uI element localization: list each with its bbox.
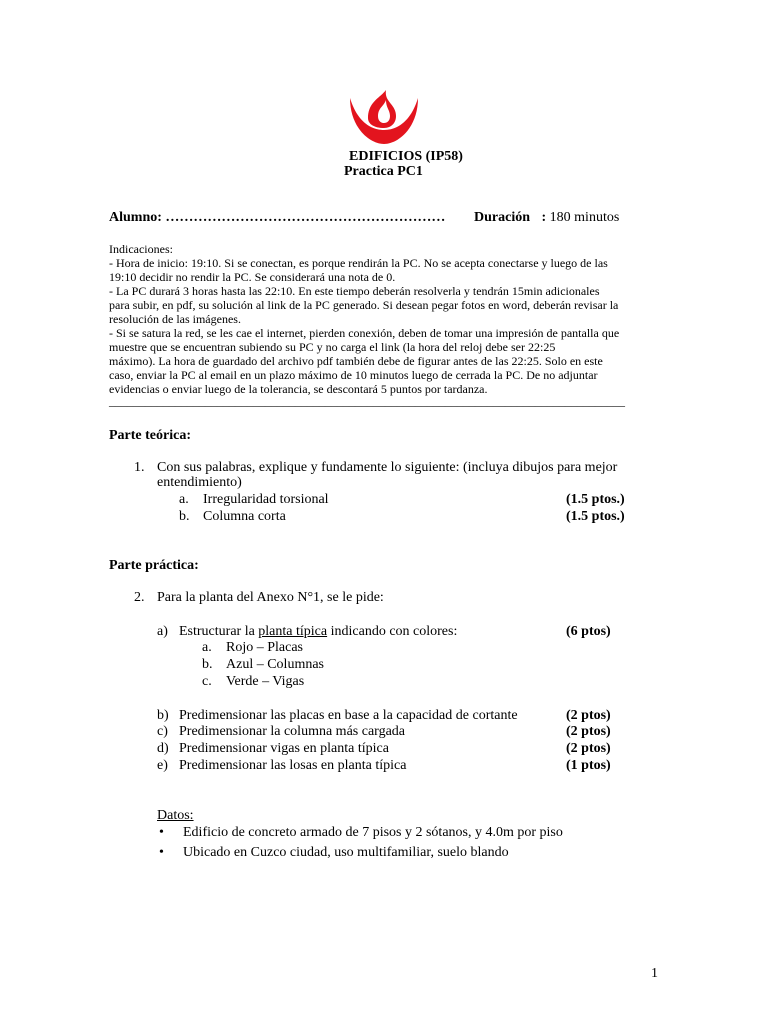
task-points: (2 ptos): [566, 724, 611, 739]
instruction-line: máximo). La hora de guardado del archivo pdf también debe de figurar antes de las 22:25. Solo en este: [109, 354, 603, 368]
duration-label: Duración: [474, 210, 530, 225]
data-heading: Datos:: [157, 808, 194, 823]
bullet-icon: •: [159, 845, 164, 860]
task-a-letter: a): [157, 624, 168, 639]
document-title: EDIFICIOS (IP58): [349, 149, 463, 164]
duration-field: [474, 210, 619, 226]
theory-item-letter: a.: [179, 492, 189, 507]
task-letter: c): [157, 724, 168, 739]
instruction-line: - Si se satura la red, se les cae el internet, pierden conexión, deben de tomar una impresión de pantalla que: [109, 326, 620, 340]
duration-value: 180 minutos: [549, 210, 620, 225]
question-1-text-cont: entendimiento): [157, 475, 242, 490]
theory-item-text: Columna corta: [203, 509, 286, 524]
question-2-number: 2.: [134, 590, 145, 605]
instruction-line: resolución de las imágenes.: [109, 312, 241, 326]
task-points: (2 ptos): [566, 741, 611, 756]
document-subtitle: Practica PC1: [344, 164, 423, 179]
task-a-underlined: planta típica: [258, 624, 328, 639]
task-a-post: indicando con colores:: [327, 624, 458, 639]
instructions-heading: Indicaciones:: [109, 242, 173, 256]
task-points: (2 ptos): [566, 708, 611, 723]
color-item-text: Verde – Vigas: [226, 674, 305, 689]
color-item-letter: b.: [202, 657, 213, 672]
question-2-text: Para la planta del Anexo N°1, se le pide:: [157, 590, 384, 605]
color-item-letter: a.: [202, 640, 212, 655]
task-text: Predimensionar las placas en base a la capacidad de cortante: [179, 708, 518, 723]
task-points: (1 ptos): [566, 758, 611, 773]
instruction-line: evidencias o enviar luego de la tolerancia, se descontará 5 puntos por tardanza.: [109, 382, 488, 396]
color-item-text: Azul – Columnas: [226, 657, 324, 672]
color-item-letter: c.: [202, 674, 212, 689]
color-item-text: Rojo – Placas: [226, 640, 303, 655]
student-field: [109, 210, 445, 226]
theory-item-text: Irregularidad torsional: [203, 492, 329, 507]
task-text: Predimensionar las losas en planta típica: [179, 758, 407, 773]
instruction-line: - La PC durará 3 horas hasta las 22:10. En este tiempo deberán resolverla y tendrán 15min adicionales: [109, 284, 600, 298]
separator-rule: ______________________________________________________________________________________: [109, 394, 625, 408]
task-letter: e): [157, 758, 168, 773]
data-bullet-text: Edificio de concreto armado de 7 pisos y 2 sótanos, y 4.0m por piso: [183, 825, 563, 840]
student-label: Alumno:: [109, 210, 162, 225]
task-letter: b): [157, 708, 169, 723]
task-a-pre: Estructurar la: [179, 624, 259, 639]
theory-item-letter: b.: [179, 509, 190, 524]
task-letter: d): [157, 741, 169, 756]
instruction-line: para subir, en pdf, su solución al link de la PC generado. Si desean pegar fotos en word, deberán revisar la: [109, 298, 619, 312]
university-logo: [348, 88, 420, 146]
bullet-icon: •: [159, 825, 164, 840]
question-1-number: 1.: [134, 460, 145, 475]
practice-heading: Parte práctica:: [109, 558, 199, 573]
theory-item-points: (1.5 ptos.): [566, 509, 625, 524]
student-name-blank: ……………………………………………………: [165, 210, 446, 225]
instruction-line: 19:10 decidir no rendir la PC. Se considerará una nota de 0.: [109, 270, 396, 284]
task-text: Predimensionar la columna más cargada: [179, 724, 405, 739]
task-text: Predimensionar vigas en planta típica: [179, 741, 389, 756]
theory-heading: Parte teórica:: [109, 428, 191, 443]
theory-item-points: (1.5 ptos.): [566, 492, 625, 507]
instruction-line: - Hora de inicio: 19:10. Si se conectan, es porque rendirán la PC. No se acepta conectarse y luego de las: [109, 256, 608, 270]
task-a-points: (6 ptos): [566, 624, 611, 639]
duration-separator: :: [541, 210, 547, 225]
page-number: 1: [651, 966, 658, 981]
data-bullet-text: Ubicado en Cuzco ciudad, uso multifamiliar, suelo blando: [183, 845, 509, 860]
instruction-line: muestre que se encuentran subiendo su PC y no carga el link (la hora del reloj debe ser 22:25: [109, 340, 556, 354]
instruction-line: caso, enviar la PC al email en un plazo máximo de 10 minutos luego de cerrada la PC. De no adjuntar: [109, 368, 598, 382]
task-a-text: [179, 624, 457, 640]
question-1-text: Con sus palabras, explique y fundamente lo siguiente: (incluya dibujos para mejor: [157, 460, 618, 475]
